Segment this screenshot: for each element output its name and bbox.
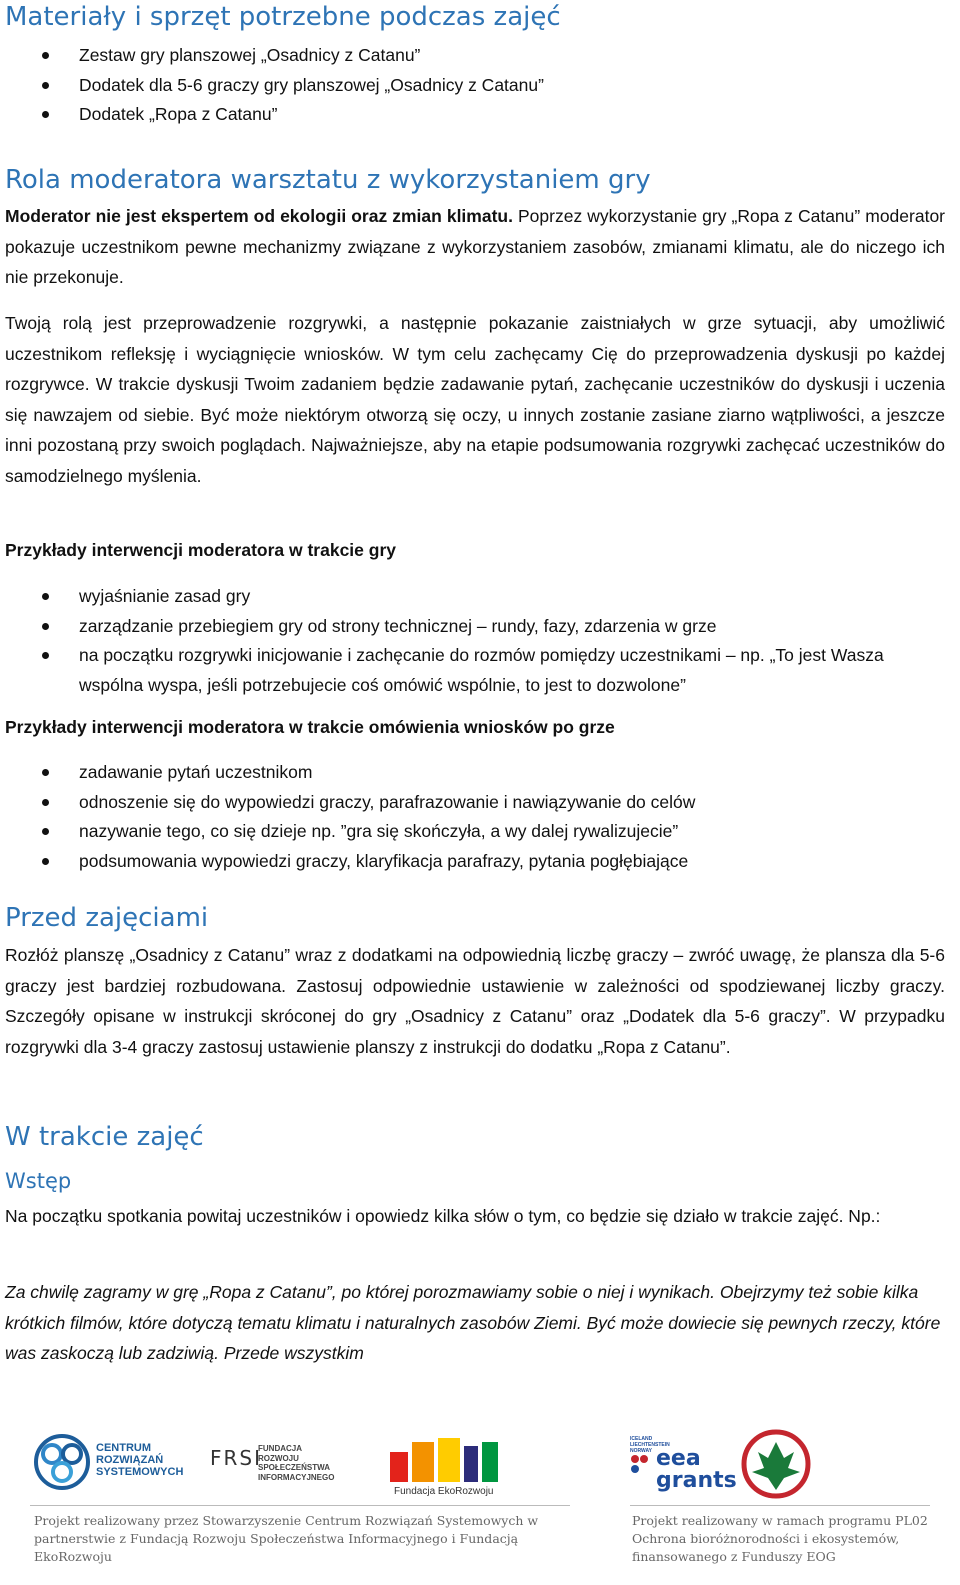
materials-list — [0, 41, 945, 130]
footer — [0, 1410, 960, 1585]
examples-after-list — [0, 758, 945, 876]
intro-quote: Za chwilę zagramy w grę „Ropa z Catanu”, po której porozmawiamy sobie o niej i wynikach. Obejrzymy też sobie kilka krótkich filmów, które dotyczą tematu klimatu i naturalnych zasobów Ziemi. Być może dowiecie się pewnych rzeczy, które was zaskoczą lub zadziwią. Przede wszystkim — [5, 1282, 941, 1363]
crs-logo-text: CENTRUM ROZWIĄZAŃ SYSTEMOWYCH — [96, 1442, 184, 1478]
list-item: Zestaw gry planszowej „Osadnicy z Catanu” — [0, 41, 945, 71]
crs-logo-icon — [34, 1434, 90, 1490]
list-item: odnoszenie się do wypowiedzi graczy, parafrazowanie i nawiązywanie do celów — [0, 788, 945, 818]
emblem-logo-icon — [738, 1428, 814, 1500]
frsi-logo-mark: FRSI — [210, 1446, 262, 1470]
footer-right-text: Projekt realizowany w ramach programu PL02 Ochrona bioróżnorodności i ekosystemów, finansowanego z Funduszy EOG — [632, 1513, 928, 1564]
list-item: wyjaśnianie zasad gry — [0, 582, 945, 612]
eea-countries: ICELAND LIECHTENSTEIN NORWAY — [630, 1436, 670, 1454]
list-item: nazywanie tego, co się dzieje np. ”gra się skończyła, a wy dalej rywalizujecie” — [0, 817, 945, 847]
list-item: Dodatek dla 5-6 graczy gry planszowej „Osadnicy z Catanu” — [0, 71, 945, 101]
feer-logo-icon — [390, 1438, 500, 1482]
before-paragraph: Rozłóż planszę „Osadnicy z Catanu” wraz z dodatkami na odpowiednią liczbę graczy – zwróć uwagę, że plansza dla 5-6 graczy jest bardziej rozbudowana. Zastosuj odpowiednie ustawienie w zależności od spodziewanej liczby graczy. Szczegóły opisane w instrukcji skróconej do gry „Osadnicy z Catanu” oraz „Dodatek dla 5-6 graczy”. W przypadku rozgrywki dla 3-4 graczy zastosuj ustawienie planszy z instrukcji do dodatku „Ropa z Catanu”. — [5, 945, 945, 1057]
heading-before: Przed zajęciami — [5, 903, 209, 933]
subheading-intro: Wstęp — [5, 1169, 72, 1193]
eea-dots-icon — [630, 1454, 654, 1476]
heading-during: W trakcie zajęć — [5, 1122, 204, 1152]
examples-game-list — [0, 582, 945, 700]
examples-after-heading: Przykłady interwencji moderatora w trakcie omówienia wniosków po grze — [5, 717, 615, 737]
role-paragraph-1 — [5, 201, 945, 293]
frsi-logo-text: FUNDACJA ROZWOJU SPOŁECZEŃSTWA INFORMACYJNEGO — [258, 1444, 335, 1482]
heading-materials: Materiały i sprzęt potrzebne podczas zajęć — [5, 2, 561, 32]
eea-logo-text: eea grants — [656, 1446, 737, 1493]
role-paragraph-1-rest: Poprzez wykorzystanie gry „Ropa z Catanu” moderator pokazuje uczestnikom pewne mechanizmy związane z wykorzystaniem zasobów, zmianami klimatu, ale do niczego ich nie przekonuje. — [5, 206, 946, 287]
footer-divider-right — [630, 1505, 930, 1506]
list-item: Dodatek „Ropa z Catanu” — [0, 100, 945, 130]
intro-paragraph: Na początku spotkania powitaj uczestników i opowiedz kilka słów o tym, co będzie się działo w trakcie zajęć. Np.: — [5, 1206, 881, 1226]
feer-logo-caption: Fundacja EkoRozwoju — [394, 1486, 494, 1497]
footer-left-text: Projekt realizowany przez Stowarzyszenie Centrum Rozwiązań Systemowych w partnerstwie z Fundacją Rozwoju Społeczeństwa Informacyjnego i Fundacją EkoRozwoju — [34, 1513, 539, 1564]
list-item: podsumowania wypowiedzi graczy, klaryfikacja parafrazy, pytania pogłębiające — [0, 847, 945, 877]
role-paragraph-1-bold: Moderator nie jest ekspertem od ekologii oraz zmian klimatu. — [5, 206, 513, 226]
list-item: zarządzanie przebiegiem gry od strony technicznej – rundy, fazy, zdarzenia w grze — [0, 612, 945, 642]
role-paragraph-2: Twoją rolą jest przeprowadzenie rozgrywki, a następnie pokazanie zaistniałych w grze sytuacji, aby umożliwić uczestnikom refleksję i wyciągnięcie wniosków. W tym celu zachęcamy Cię do przeprowadzenia dyskusji po każdej rozgrywce. W trakcie dyskusji Twoim zadaniem będzie zadawanie pytań, zachęcanie uczestników do dyskusji i uczenia się nawzajem od siebie. Być może niektórym otworzą się oczy, u innych zostanie zasiane ziarno wątpliwości, a jeszcze inni pozostaną przy swoich poglądach. Najważniejsze, aby na etapie podsumowania rozgrywki zachęcać uczestników do samodzielnego myślenia. — [5, 313, 945, 486]
heading-role: Rola moderatora warsztatu z wykorzystaniem gry — [5, 165, 651, 195]
footer-divider-left — [30, 1505, 570, 1506]
list-item: zadawanie pytań uczestnikom — [0, 758, 945, 788]
examples-game-heading: Przykłady interwencji moderatora w trakcie gry — [5, 540, 396, 560]
list-item: na początku rozgrywki inicjowanie i zachęcanie do rozmów pomiędzy uczestnikami – np. „To jest Wasza wspólna wyspa, jeśli potrzebujecie coś omówić wspólnie, to jest to dozwolone” — [0, 641, 945, 700]
